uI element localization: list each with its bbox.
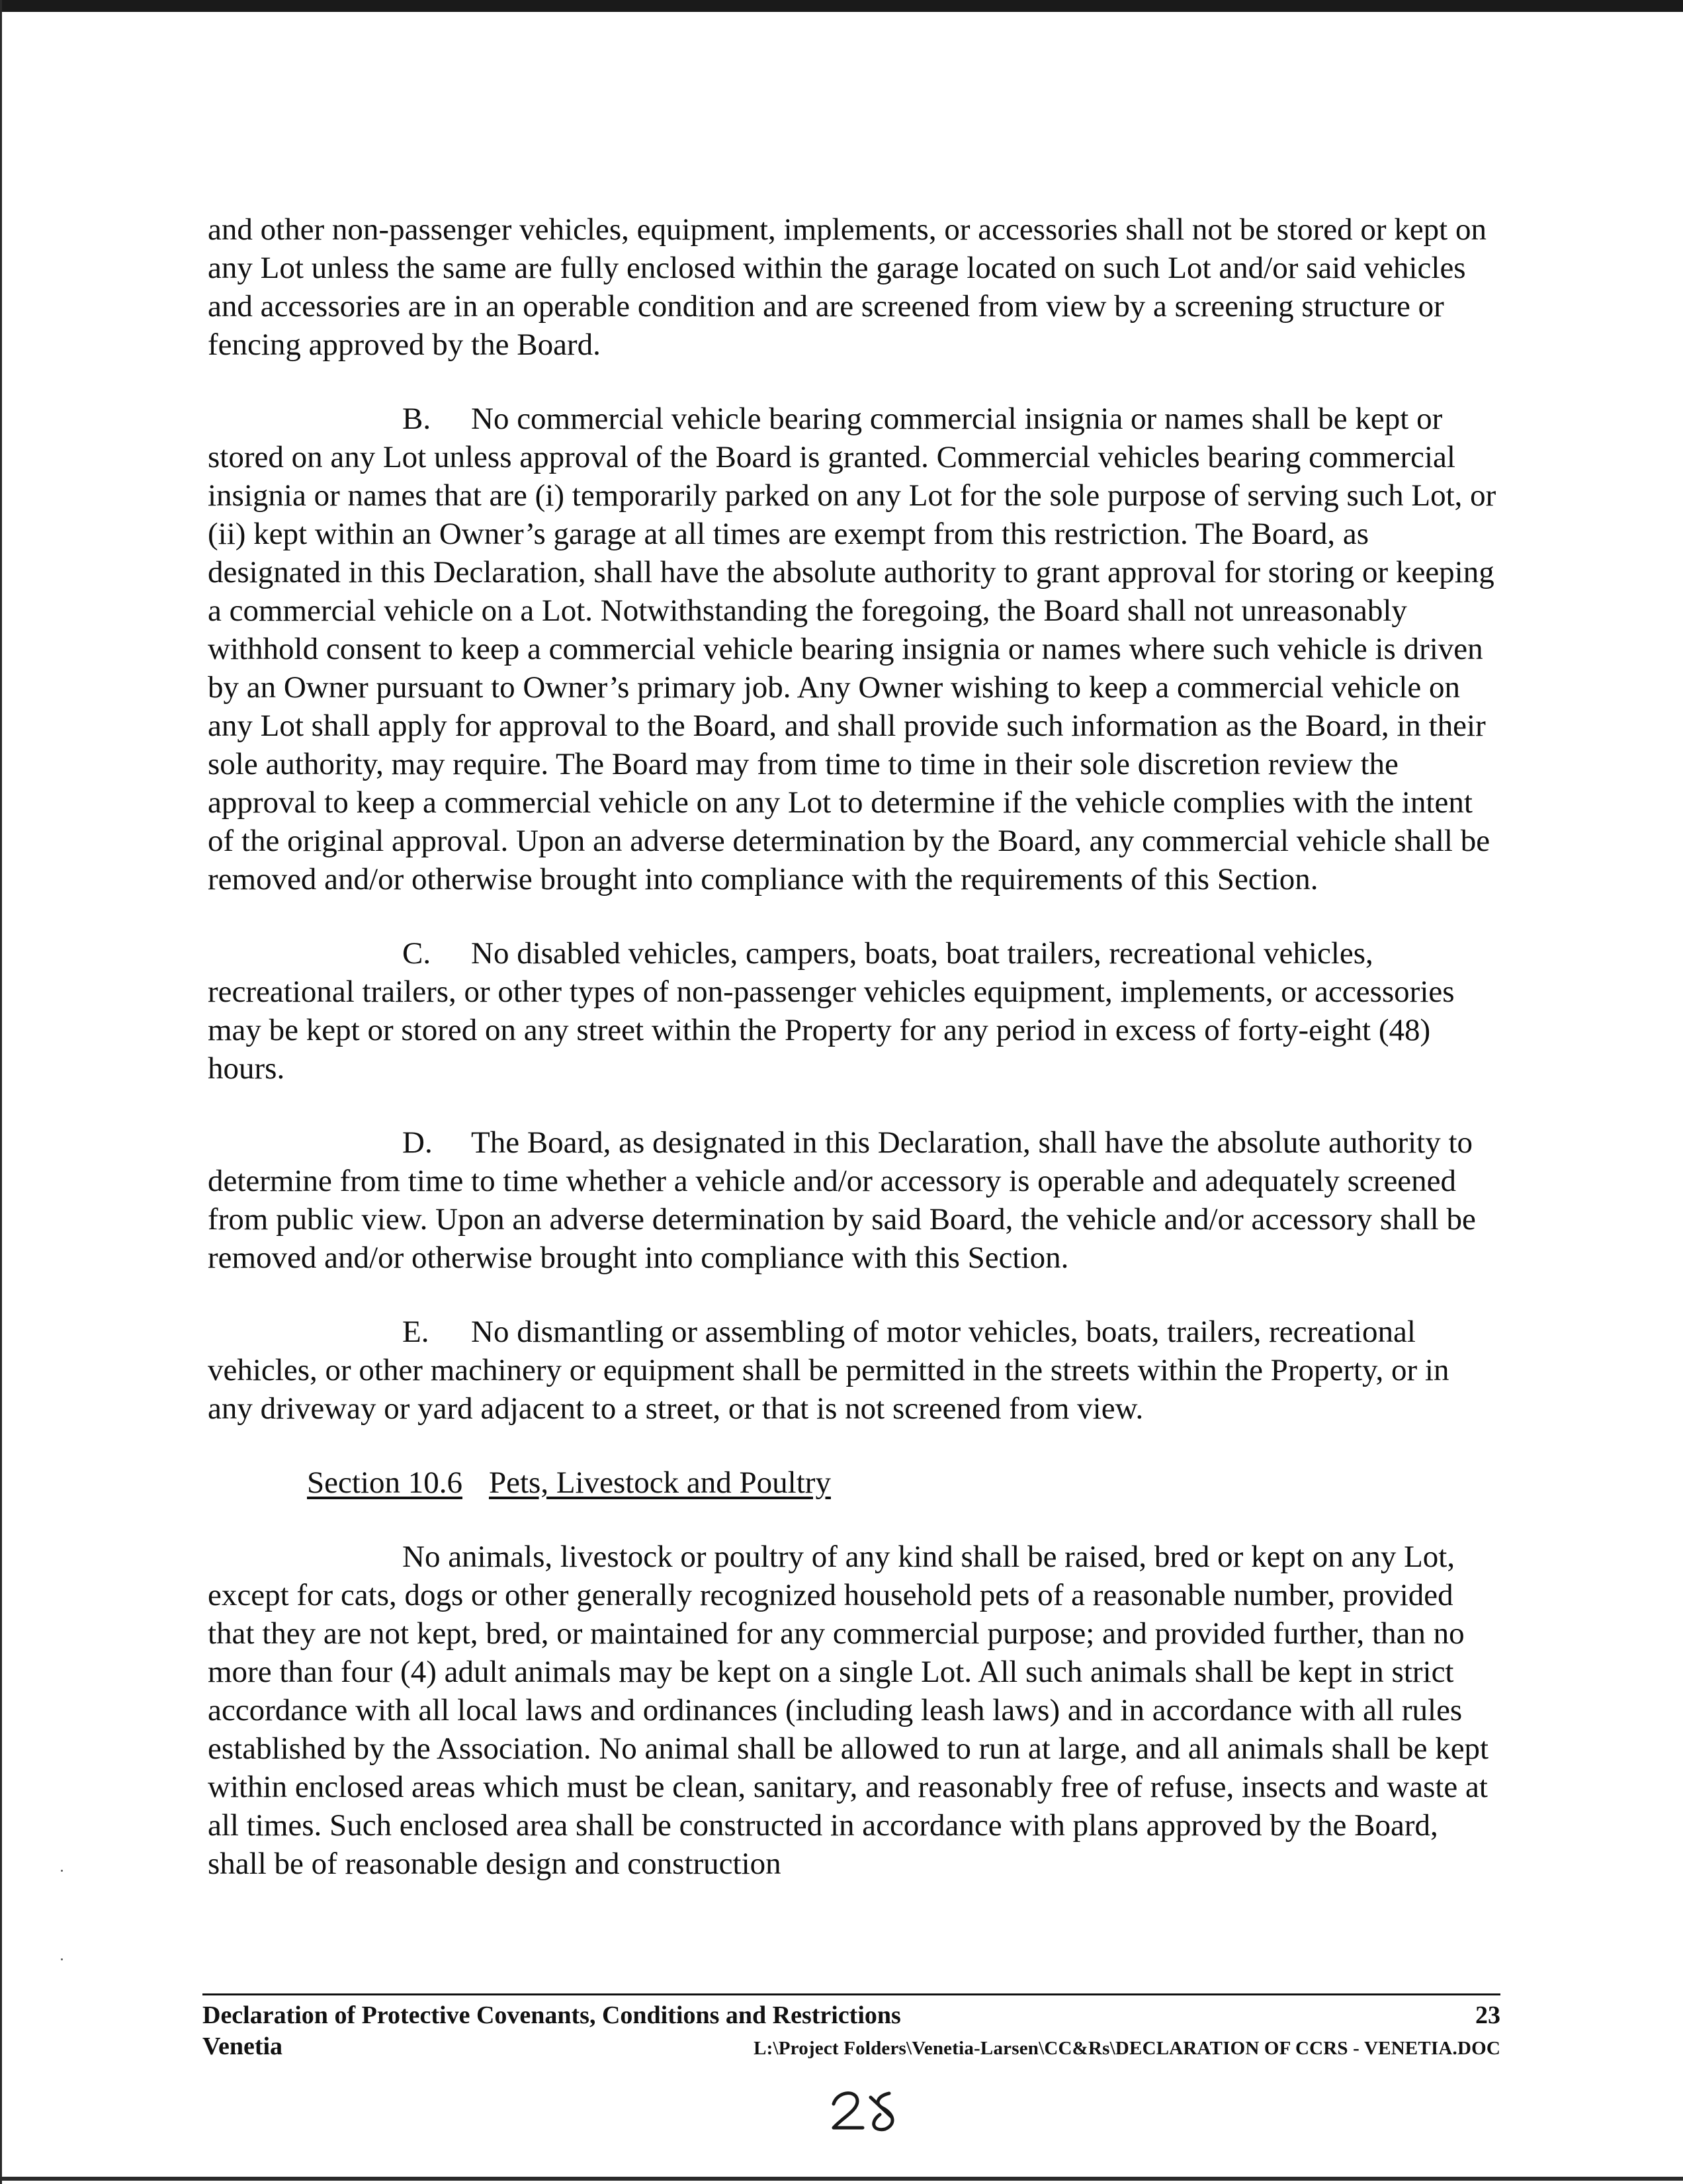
scan-left-edge — [0, 0, 2, 2184]
footer-project-name: Venetia — [202, 2032, 283, 2060]
paragraph-b-letter: B. — [402, 402, 431, 436]
footer-divider — [202, 1993, 1500, 1995]
paragraph-b — [208, 400, 1498, 898]
section-number: Section 10.6 — [307, 1465, 462, 1500]
paragraph-b-text: No commercial vehicle bearing commercial insignia or names shall be kept or stored on any Lot unless approval of the Board is granted. Commercial vehicles bearing commercial insignia or names that are (i) temporarily parked on any Lot for the sole purpose of serving such Lot, or (ii) kept within an Owner’s garage at all times are exempt from this restriction. The Board, as designated in this Declaration, shall have the absolute authority to grant approval for storing or keeping a commercial vehicle on a Lot. Notwithstanding the foregoing, the Board shall not unreasonably withhold consent to keep a commercial vehicle bearing insignia or names where such vehicle is driven by an Owner pursuant to Owner’s primary job. Any Owner wishing to keep a commercial vehicle on any Lot shall apply for approval to the Board, and shall provide such information as the Board, in their sole authority, may require. The Board may from time to time in their sole discretion review the approval to keep a commercial vehicle on any Lot to determine if the vehicle complies with the intent of the original approval. Upon an adverse determination by the Board, any commercial vehicle shall be removed and/or otherwise brought into compliance with the requirements of this Section. — [208, 402, 1496, 896]
paragraph-d-letter: D. — [402, 1125, 433, 1160]
footer-page-number: 23 — [1475, 2001, 1500, 2029]
section-heading — [208, 1463, 1498, 1502]
handwritten-page-number — [828, 2084, 908, 2137]
paragraph-c — [208, 934, 1498, 1088]
paragraph-d — [208, 1123, 1498, 1277]
paragraph-pets: No animals, livestock or poultry of any kind shall be raised, bred or kept on any Lot, except for cats, dogs or other generally recognized household pets of a reasonable number, provided that they are not kept, bred, or maintained for any commercial purpose; and provided further, than no more than four (4) adult animals may be kept on a single Lot. All such animals shall be kept in strict accordance with all local laws and ordinances (including leash laws) and in accordance with all rules established by the Association. No animal shall be allowed to run at large, and all animals shall be kept within enclosed areas which must be clean, sanitary, and reasonably free of refuse, insects and waste at all times. Such enclosed area shall be constructed in accordance with plans approved by the Board, shall be of reasonable design and construction — [208, 1540, 1489, 1881]
paragraph-e-letter: E. — [402, 1315, 429, 1349]
paragraph-e-text: No dismantling or assembling of motor vehicles, boats, trailers, recreational vehicles, or other machinery or equipment shall be permitted in the streets within the Property, or in any driveway or yard adjacent to a street, or that is not screened from view. — [208, 1315, 1449, 1426]
paragraph-d-text: The Board, as designated in this Declaration, shall have the absolute authority to determine from time to time whether a vehicle and/or accessory is operable and adequately screened from public view. Upon an adverse determination by said Board, the vehicle and/or accessory shall be removed and/or otherwise brought into compliance with this Section. — [208, 1125, 1476, 1275]
paragraph-c-letter: C. — [402, 936, 431, 971]
paragraph-c-text: No disabled vehicles, campers, boats, boat trailers, recreational vehicles, recreational trailers, or other types of non-passenger vehicles equipment, implements, or accessories may be kept or stored on any street within the Property for any period in excess of forty-eight (48) hours. — [208, 936, 1455, 1086]
document-body — [208, 210, 1498, 1919]
page-footer — [202, 1999, 1500, 2064]
scan-bottom-border — [0, 2177, 1683, 2181]
section-title: Pets, Livestock and Poultry — [488, 1465, 831, 1500]
scan-top-border — [0, 0, 1683, 12]
paragraph-e — [208, 1313, 1498, 1428]
handwritten-page-number-glyphs — [828, 2084, 908, 2137]
paragraph-intro: and other non-passenger vehicles, equipment, implements, or accessories shall not be stored or kept on any Lot unless the same are fully enclosed within the garage located on such Lot and/or said vehicles and accessories are in an operable condition and are screened from view by a screening structure or fencing approved by the Board. — [208, 212, 1487, 362]
footer-file-path: L:\Project Folders\Venetia-Larsen\CC&Rs\DECLARATION OF CCRS - VENETIA.DOC — [754, 2038, 1500, 2059]
scan-speck — [61, 1870, 63, 1872]
scan-speck — [61, 1958, 63, 1960]
footer-document-title: Declaration of Protective Covenants, Conditions and Restrictions — [202, 2001, 901, 2029]
